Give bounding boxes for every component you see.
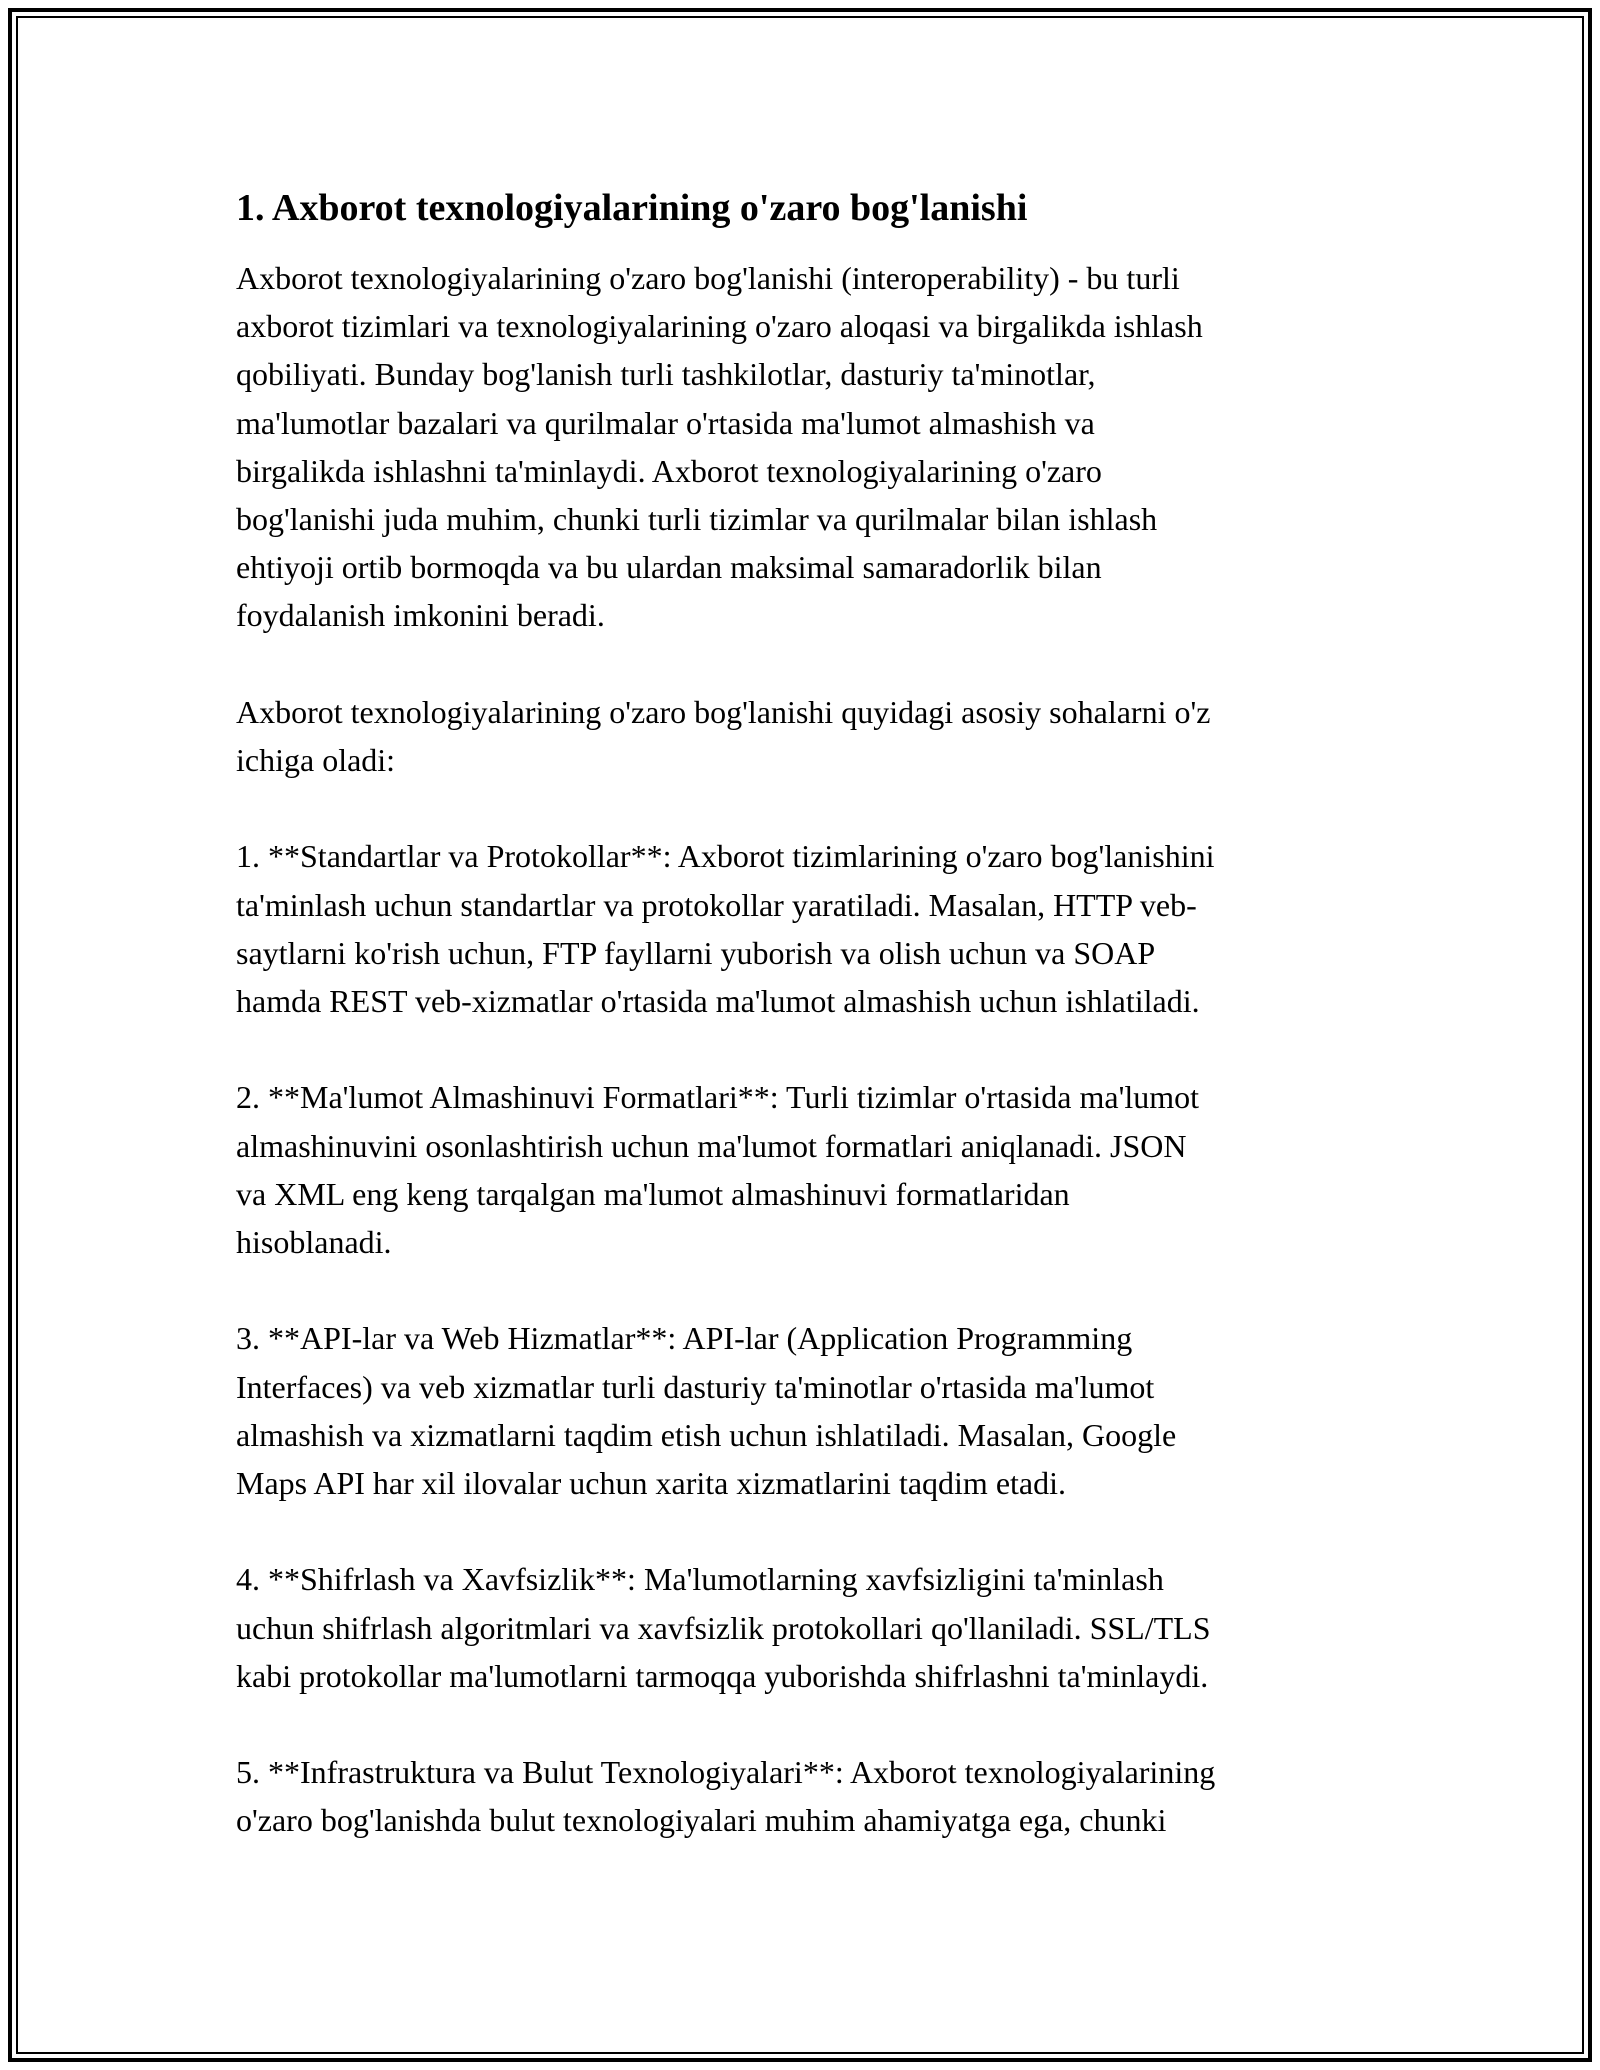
text-line: kabi protokollar ma'lumotlarni tarmoqqa yuborishda shifrlashni ta'minlaydi. — [236, 1657, 1209, 1694]
text-line: Maps API har xil ilovalar uchun xarita xizmatlarini taqdim etadi. — [236, 1465, 1066, 1502]
paragraph-gap — [236, 784, 1376, 832]
text-line: uchun shifrlash algoritmlari va xavfsizlik protokollari qo'llaniladi. SSL/TLS — [236, 1609, 1211, 1646]
text-line: Axborot texnologiyalarining o'zaro bog'lanishi quyidagi asosiy sohalarni o'z — [236, 693, 1211, 730]
text-line: birgalikda ishlashni ta'minlaydi. Axborot texnologiyalarining o'zaro — [236, 452, 1102, 489]
text-line: saytlarni ko'rish uchun, FTP fayllarni yuborish va olish uchun va SOAP — [236, 934, 1156, 971]
text-line: ta'minlash uchun standartlar va protokollar yaratiladi. Masalan, HTTP veb- — [236, 886, 1197, 923]
paragraph-gap — [236, 640, 1376, 688]
text-line: bog'lanishi juda muhim, chunki turli tizimlar va qurilmalar bilan ishlash — [236, 501, 1158, 538]
paragraph-gap — [236, 1266, 1376, 1314]
text-line: Interfaces) va veb xizmatlar turli dasturiy ta'minotlar o'rtasida ma'lumot — [236, 1368, 1155, 1405]
text-line: hisoblanadi. — [236, 1224, 392, 1261]
text-line: 3. **API-lar va Web Hizmatlar**: API-lar (Application Programming — [236, 1320, 1133, 1357]
text-line: foydalanish imkonini beradi. — [236, 597, 605, 634]
text-line: ehtiyoji ortib bormoqda va bu ulardan maksimal samaradorlik bilan — [236, 549, 1102, 586]
text-line: 1. **Standartlar va Protokollar**: Axborot tizimlarining o'zaro bog'lanishini — [236, 838, 1215, 875]
list-item-cloud — [236, 1748, 1376, 1844]
paragraph-gap — [236, 1025, 1376, 1073]
text-line: ma'lumotlar bazalari va qurilmalar o'rtasida ma'lumot almashish va — [236, 404, 1095, 441]
list-item-standards — [236, 832, 1376, 1025]
text-line: Axborot texnologiyalarining o'zaro bog'lanishi (interoperability) - bu turli — [236, 260, 1180, 296]
text-line: 5. **Infrastruktura va Bulut Texnologiyalari**: Axborot texnologiyalarining — [236, 1754, 1216, 1791]
text-line: 2. **Ma'lumot Almashinuvi Formatlari**: Turli tizimlar o'rtasida ma'lumot — [236, 1079, 1200, 1116]
text-line: va XML eng keng tarqalgan ma'lumot almashinuvi formatlaridan — [236, 1175, 1070, 1212]
text-line: axborot tizimlari va texnologiyalarining o'zaro aloqasi va birgalikda ishlash — [236, 308, 1203, 345]
list-item-formats — [236, 1073, 1376, 1266]
text-line: almashish va xizmatlarni taqdim etish uchun ishlatiladi. Masalan, Google — [236, 1416, 1177, 1453]
text-line: almashinuvini osonlashtirish uchun ma'lumot formatlari aniqlanadi. JSON — [236, 1127, 1187, 1164]
paragraph-gap — [236, 1507, 1376, 1555]
text-line: hamda REST veb-xizmatlar o'rtasida ma'lumot almashish uchun ishlatiladi. — [236, 983, 1200, 1020]
paragraph-intro — [236, 254, 1376, 640]
section-heading: 1. Axborot texnologiyalarining o'zaro bog'lanishi — [236, 187, 1028, 229]
paragraph-areas-intro — [236, 688, 1376, 784]
paragraph-gap — [236, 1700, 1376, 1748]
text-line: ichiga oladi: — [236, 742, 396, 779]
list-item-api — [236, 1314, 1376, 1507]
document-body — [236, 184, 1376, 1845]
text-line: o'zaro bog'lanishda bulut texnologiyalari muhim ahamiyatga ega, chunki — [236, 1802, 1167, 1839]
list-item-security — [236, 1555, 1376, 1700]
text-line: qobiliyati. Bunday bog'lanish turli tashkilotlar, dasturiy ta'minotlar, — [236, 356, 1096, 393]
text-line: 4. **Shifrlash va Xavfsizlik**: Ma'lumotlarning xavfsizligini ta'minlash — [236, 1561, 1164, 1598]
